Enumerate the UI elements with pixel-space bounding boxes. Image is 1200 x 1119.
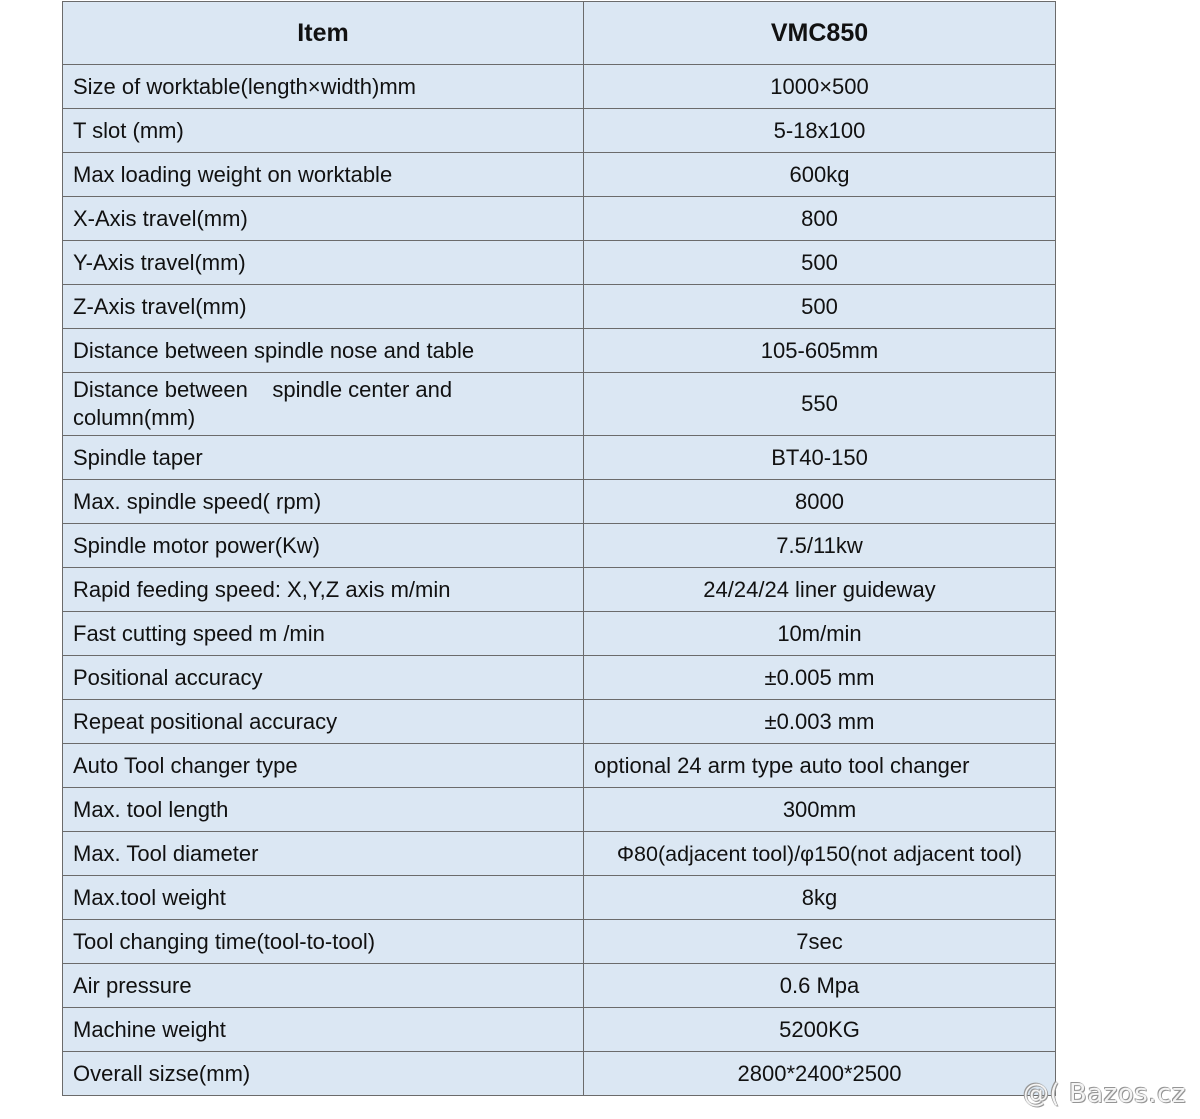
row-label: Positional accuracy bbox=[63, 656, 584, 700]
table-header-row bbox=[63, 2, 1056, 65]
row-label: Distance between spindle nose and table bbox=[63, 329, 584, 373]
row-value: 5-18x100 bbox=[584, 109, 1056, 153]
row-label: X-Axis travel(mm) bbox=[63, 197, 584, 241]
table-row bbox=[63, 744, 1056, 788]
table-row bbox=[63, 612, 1056, 656]
row-value: 5200KG bbox=[584, 1008, 1056, 1052]
row-label: Max loading weight on worktable bbox=[63, 153, 584, 197]
row-value: 550 bbox=[584, 373, 1056, 436]
row-value: 7.5/11kw bbox=[584, 524, 1056, 568]
row-value: BT40-150 bbox=[584, 436, 1056, 480]
table-row bbox=[63, 524, 1056, 568]
row-value: 500 bbox=[584, 241, 1056, 285]
row-value: 0.6 Mpa bbox=[584, 964, 1056, 1008]
header-item: Item bbox=[63, 2, 584, 65]
row-label: Rapid feeding speed: X,Y,Z axis m/min bbox=[63, 568, 584, 612]
row-label: Size of worktable(length×width)mm bbox=[63, 65, 584, 109]
table-row bbox=[63, 920, 1056, 964]
table-row bbox=[63, 964, 1056, 1008]
row-label: Max. Tool diameter bbox=[63, 832, 584, 876]
row-label: Repeat positional accuracy bbox=[63, 700, 584, 744]
row-value: 24/24/24 liner guideway bbox=[584, 568, 1056, 612]
row-value: optional 24 arm type auto tool changer bbox=[584, 744, 1056, 788]
row-label: Z-Axis travel(mm) bbox=[63, 285, 584, 329]
row-value: Φ80(adjacent tool)/φ150(not adjacent tool) bbox=[584, 832, 1056, 876]
row-label: Spindle motor power(Kw) bbox=[63, 524, 584, 568]
table-row bbox=[63, 480, 1056, 524]
table-row bbox=[63, 285, 1056, 329]
table-row bbox=[63, 568, 1056, 612]
row-value: 300mm bbox=[584, 788, 1056, 832]
row-label: Machine weight bbox=[63, 1008, 584, 1052]
row-label: Max. spindle speed( rpm) bbox=[63, 480, 584, 524]
table-row bbox=[63, 65, 1056, 109]
table-row bbox=[63, 656, 1056, 700]
row-label: Spindle taper bbox=[63, 436, 584, 480]
table-row bbox=[63, 436, 1056, 480]
row-label: Max. tool length bbox=[63, 788, 584, 832]
row-value: 500 bbox=[584, 285, 1056, 329]
row-value: ±0.005 mm bbox=[584, 656, 1056, 700]
table-row bbox=[63, 1008, 1056, 1052]
row-value: 800 bbox=[584, 197, 1056, 241]
table-row bbox=[63, 700, 1056, 744]
row-value: 105-605mm bbox=[584, 329, 1056, 373]
table-row bbox=[63, 241, 1056, 285]
row-label: Y-Axis travel(mm) bbox=[63, 241, 584, 285]
table-row bbox=[63, 1052, 1056, 1096]
table-row bbox=[63, 876, 1056, 920]
row-value: 8kg bbox=[584, 876, 1056, 920]
table-row bbox=[63, 788, 1056, 832]
table-row bbox=[63, 329, 1056, 373]
table-row bbox=[63, 373, 1056, 436]
row-value: 600kg bbox=[584, 153, 1056, 197]
row-value: 2800*2400*2500 bbox=[584, 1052, 1056, 1096]
table-row bbox=[63, 832, 1056, 876]
row-value: 1000×500 bbox=[584, 65, 1056, 109]
row-label: T slot (mm) bbox=[63, 109, 584, 153]
row-value: 10m/min bbox=[584, 612, 1056, 656]
table-row bbox=[63, 197, 1056, 241]
row-label: Air pressure bbox=[63, 964, 584, 1008]
row-value: 7sec bbox=[584, 920, 1056, 964]
row-value: 8000 bbox=[584, 480, 1056, 524]
row-label: Distance between spindle center and column(mm) bbox=[63, 373, 584, 436]
table-row bbox=[63, 109, 1056, 153]
spec-table bbox=[62, 1, 1056, 1096]
row-label: Auto Tool changer type bbox=[63, 744, 584, 788]
row-label: Overall sizse(mm) bbox=[63, 1052, 584, 1096]
row-label: Tool changing time(tool-to-tool) bbox=[63, 920, 584, 964]
bazos-watermark: @( Bazos.cz bbox=[1023, 1079, 1186, 1109]
table-row bbox=[63, 153, 1056, 197]
row-label: Max.tool weight bbox=[63, 876, 584, 920]
header-model: VMC850 bbox=[584, 2, 1056, 65]
row-value: ±0.003 mm bbox=[584, 700, 1056, 744]
row-label: Fast cutting speed m /min bbox=[63, 612, 584, 656]
